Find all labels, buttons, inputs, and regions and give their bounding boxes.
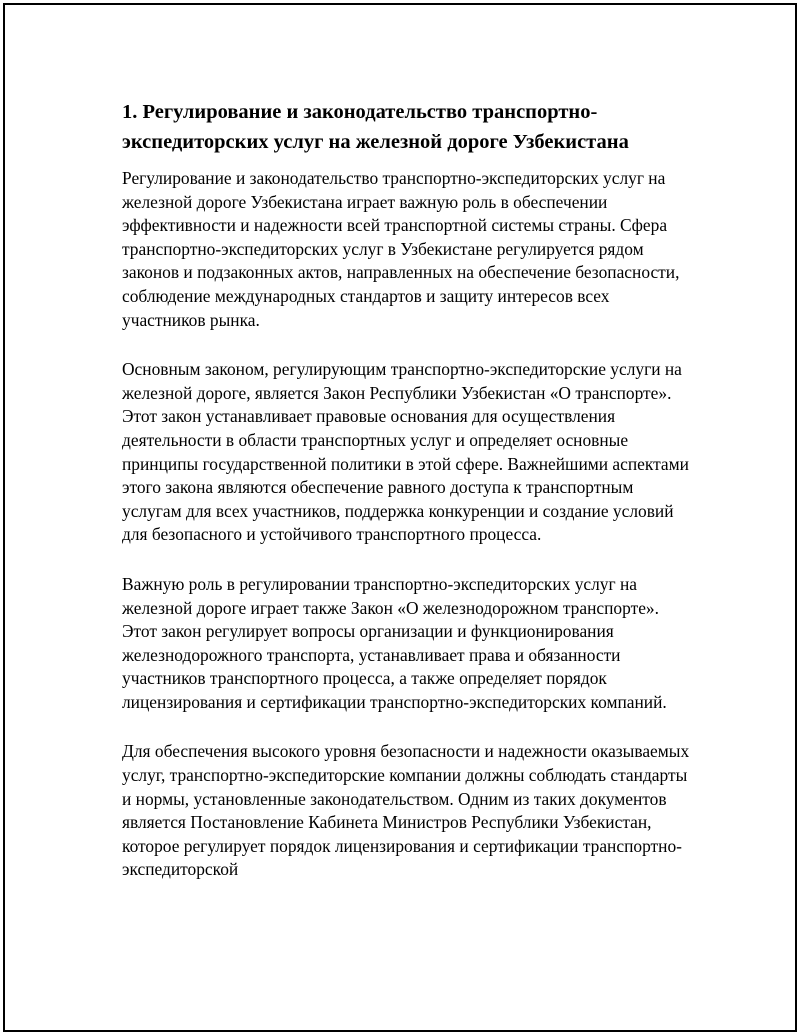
paragraph-2: Основным законом, регулирующим транспортно-экспедиторские услуги на железной дороге, является Закон Республики Узбекистан «О транспорте». Этот закон устанавливает правовые основания для осуществления деятельности в области транспортных услуг и определяет основные принципы государственной политики в этой сфере. Важнейшими аспектами этого закона являются обеспечение равного доступа к транспортным услугам для всех участников, поддержка конкуренции и создание условий для безопасного и устойчивого транспортного процесса.	[122, 359, 689, 545]
paragraph-3: Важную роль в регулировании транспортно-экспедиторских услуг на железной дороге играет также Закон «О железнодорожном транспорте». Этот закон регулирует вопросы организации и функционирования железнодорожного транспорта, устанавливает права и обязанности участников транспортного процесса, а также определяет порядок лицензирования и сертификации транспортно-экспедиторских компаний.	[122, 573, 667, 712]
section-heading: 1. Регулирование и законодательство транспортно-экспедиторских услуг на железной дороге Узбекистана	[122, 101, 629, 153]
paragraph-4: Для обеспечения высокого уровня безопасности и надежности оказываемых услуг, транспортно-экспедиторские компании должны соблюдать стандарты и нормы, установленные законодательством. Одним из таких документов является Постановление Кабинета Министров Республики Узбекистан, которое регулирует порядок лицензирования и сертификации транспортно-экспедиторской	[122, 741, 690, 880]
document-body	[122, 97, 692, 908]
page-frame	[3, 3, 797, 1032]
paragraph-1: Регулирование и законодательство транспортно-экспедиторских услуг на железной дороге Узбекистана играет важную роль в обеспечении эффективности и надежности всей транспортной системы страны. Сфера транспортно-экспедиторских услуг в Узбекистане регулируется рядом законов и подзаконных актов, направленных на обеспечение безопасности, соблюдение международных стандартов и защиту интересов всех участников рынка.	[122, 168, 680, 330]
